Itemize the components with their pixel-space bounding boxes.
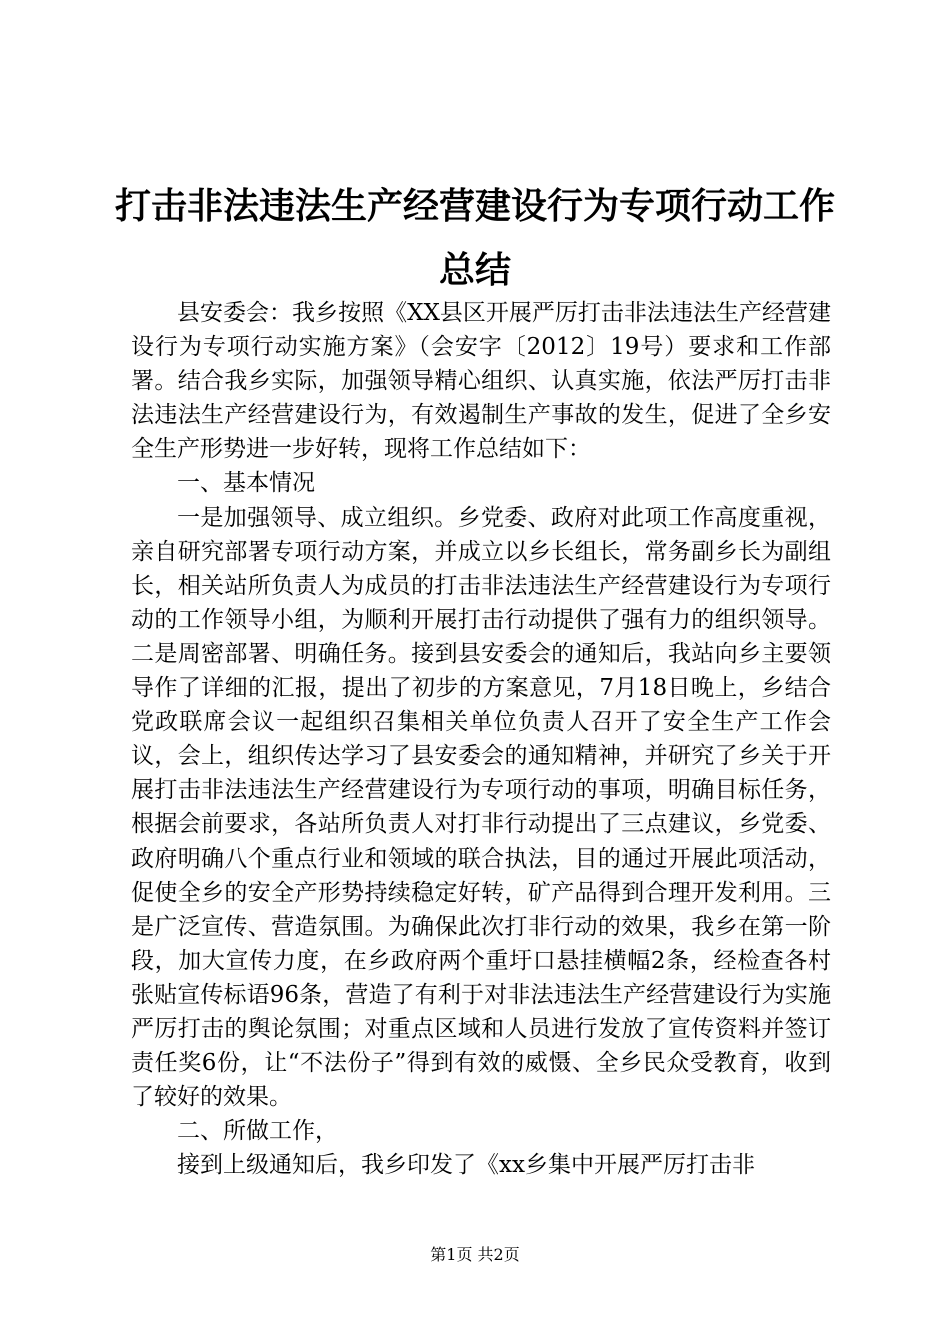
paragraph-intro: 县安委会：我乡按照《XX县区开展严厉打击非法违法生产经营建设行为专项行动实施方案》（会安字〔2012〕19号）要求和工作部署。结合我乡实际，加强领导精心组织、认真实施，依法严厉打击非法违法生产经营建设行为，有效遏制生产事故的发生，促进了全乡安全生产形势进一步好转，现将工作总结如下： (131, 300, 831, 463)
document-title (110, 175, 840, 303)
paragraph-basic-situation: 一是加强领导、成立组织。乡党委、政府对此项工作高度重视，亲自研究部署专项行动方案，并成立以乡长组长，常务副乡长为副组长，相关站所负责人为成员的打击非法违法生产经营建设行为专项行动的工作领导小组，为顺利开展打击行动提供了强有力的组织领导。二是周密部署、明确任务。接到县安委会的通知后，我站向乡主要领导作了详细的汇报，提出了初步的方案意见，7月18日晚上，乡结合党政联席会议一起组织召集相关单位负责人召开了安全生产工作会议，会上，组织传达学习了县安委会的通知精神，并研究了乡关于开展打击非法违法生产经营建设行为专项行动的事项，明确目标任务，根据会前要求，各站所负责人对打非行动提出了三点建议，乡党委、政府明确八个重点行业和领域的联合执法，目的通过开展此项活动，促使全乡的安全产形势持续稳定好转，矿产品得到合理开发利用。三是广泛宣传、营造氛围。为确保此次打非行动的效果，我乡在第一阶段，加大宣传力度，在乡政府两个重圩口悬挂横幅2条，经检查各村张贴宣传标语96条，营造了有利于对非法违法生产经营建设行为实施严厉打击的舆论氛围；对重点区域和人员进行发放了宣传资料并签订责任奖6份，让“不法份子”得到有效的威慑、全乡民众受教育，收到了较好的效果。 (131, 504, 831, 1111)
paragraph-work-done: 接到上级通知后，我乡印发了《xx乡集中开展严厉打击非 (177, 1152, 755, 1179)
title-line-2: 总结 (438, 250, 511, 291)
section-heading-basic-situation: 一、基本情况 (177, 470, 315, 497)
title-line-1: 打击非法违法生产经营建设行为专项行动工作 (114, 186, 835, 227)
section-heading-work-done: 二、所做工作， (177, 1118, 338, 1145)
document-body (131, 296, 831, 1182)
page-number-footer: 第1页 共2页 (430, 1245, 520, 1264)
